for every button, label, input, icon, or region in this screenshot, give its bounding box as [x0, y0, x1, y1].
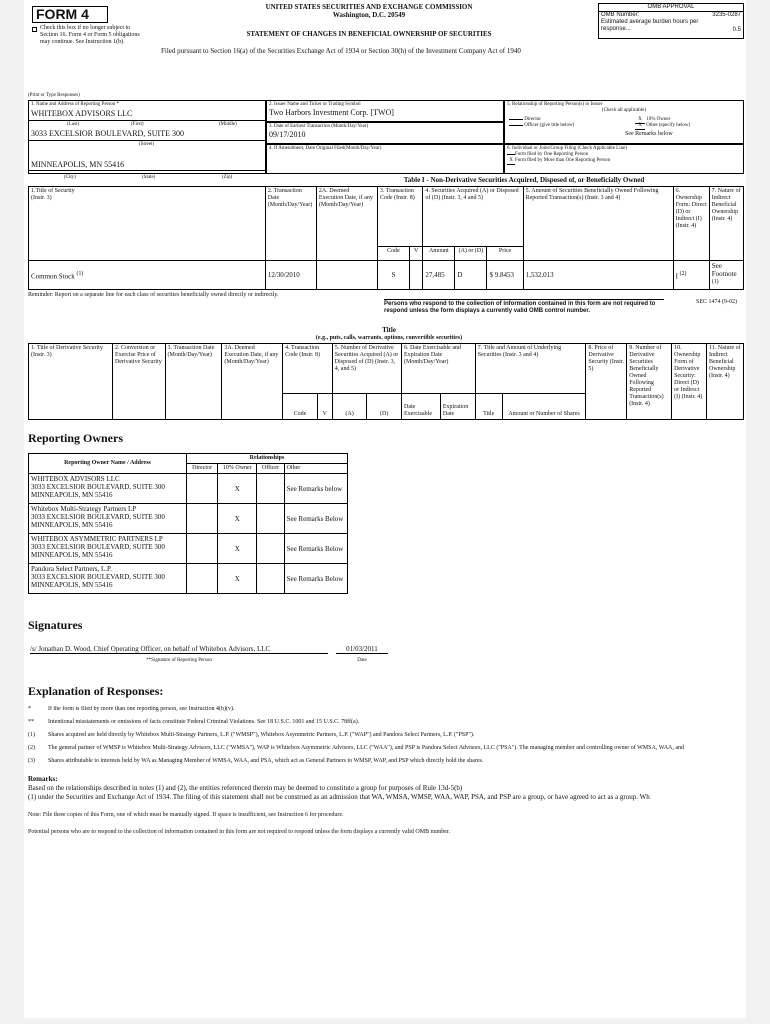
owner-10pct: X — [218, 504, 257, 534]
box3-label: 3. Date of Earliest Transaction (Month/Day/Year) — [269, 124, 369, 129]
t1-ad: (A) or (D) — [455, 247, 487, 261]
t2-h3: 3. Transaction Date (Month/Day/Year) — [165, 344, 222, 420]
owner-officer — [257, 474, 284, 504]
owner-row — [29, 504, 348, 534]
t1-row-ad: D — [455, 261, 487, 290]
t1-row-code: S — [377, 261, 409, 290]
owner-other: See Remarks Below — [284, 534, 347, 564]
burden-label: Estimated average burden hours per response... — [601, 19, 699, 32]
box5-remarks: See Remarks below — [625, 131, 673, 137]
omb-number-label: OMB Number: — [601, 12, 640, 18]
signatures-heading: Signatures — [28, 618, 83, 632]
box5-sub: (Check all applicable) — [601, 108, 647, 113]
owners-col-other: Other — [284, 464, 347, 474]
owners-relationships: Relationships — [186, 454, 347, 464]
owner-other: See Remarks Below — [284, 504, 347, 534]
t1-row-amount: 27,485 — [423, 261, 455, 290]
t2-h8: 8. Price of Derivative Security (Instr. 5) — [586, 344, 627, 420]
owners-col-owner: 10% Owner — [218, 464, 257, 474]
box4-sub: (Month/Day/Year) — [344, 146, 382, 151]
print-type: (Print or Type Responses) — [28, 93, 80, 98]
owner-address: Whitebox Multi-Strategy Partners LP 3033 EXCELSIOR BOULEVARD, SUITE 300 MINNEAPOLIS, MN 55416 — [29, 504, 187, 534]
explanation-item: (1) Shares acquired are held directly by Whitebox Multi-Strategy Partners, L.P. ("WMSP"), Whitebox Asymmetric Partners, L.P. ("WAP") and Pandora Select Partners, L.P. ("PSP"). — [28, 732, 475, 738]
t1-v: V — [409, 247, 422, 261]
more-persons-check[interactable]: X — [507, 158, 515, 165]
owner-10pct: X — [218, 534, 257, 564]
t2-h9: 9. Number of Derivative Securities Beneficially Owned Following Reported Transaction(s) (Instr. 4) — [627, 344, 672, 420]
agency-name: UNITED STATES SECURITIES AND EXCHANGE COMMISSION — [265, 3, 473, 11]
t1-h6: 6. Ownership Form: Direct (D) or Indirect (I) (Instr. 4) — [673, 187, 709, 261]
reminder: Reminder: Report on a separate line for each class of securities beneficially owned directly or indirectly. — [28, 292, 279, 298]
other-label: Other (specify below) — [646, 123, 691, 128]
owners-col-director: Director — [186, 464, 217, 474]
box4-label: 4. If Amendment, Date Original Filed — [269, 146, 345, 151]
t1-code: Code — [377, 247, 409, 261]
owner-officer — [257, 504, 284, 534]
owners-col-officer: Officer — [257, 464, 284, 474]
t2-h11: 11. Nature of Indirect Beneficial Ownership (Instr. 4) — [707, 344, 744, 420]
box1-footnote: * — [116, 102, 120, 107]
t1-h5: 5. Amount of Securities Beneficially Owned Following Reported Transaction(s) (Instr. 3 and 4) — [523, 187, 673, 261]
earliest-transaction-date: 09/17/2010 — [269, 130, 306, 139]
t1-row-deemed — [316, 261, 377, 290]
owner-row — [29, 564, 348, 594]
agency-city: Washington, D.C. 20549 — [332, 11, 406, 19]
owner-10pct: X — [218, 474, 257, 504]
t2-date-ex: Date Exercisable — [402, 394, 441, 420]
signature-label: **Signature of Reporting Person — [146, 658, 212, 663]
explanation-item: * If the form is filed by more than one reporting person, see Instruction 4(b)(v). — [28, 706, 235, 712]
owners-col-name: Reporting Owner Name / Address — [29, 454, 187, 474]
box1-label: 1. Name and Address of Reporting Person — [31, 102, 116, 107]
table2-subtitle: (e.g., puts, calls, warrants, options, convertible securities) — [315, 335, 463, 341]
one-person-check[interactable] — [507, 154, 515, 155]
last-label: (Last) — [67, 122, 79, 127]
street-label: (Street) — [139, 142, 154, 147]
one-person-label: Form filed by One Reporting Person — [515, 152, 589, 157]
filed-pursuant: Filed pursuant to Section 16(a) of the Securities Exchange Act of 1934 or Section 30(h) of the Investment Company Act of 1940 — [161, 47, 521, 55]
owner-check[interactable]: X — [635, 117, 645, 124]
t2-title: Title — [475, 394, 502, 420]
file-note: Note: File three copies of this Form, one of which must be manually signed. If space is insufficient, see Instruction 6 for procedure. — [28, 812, 344, 818]
t1-row-price: $ 9.8453 — [487, 261, 523, 290]
more-persons-label: Form filed by More than One Reporting Person — [515, 158, 611, 163]
issuer-name: Two Harbors Investment Corp. [TWO] — [269, 108, 394, 117]
omb-approval-box — [598, 3, 744, 39]
t2-h3a: 3A. Deemed Execution Date, if any (Month/Day/Year) — [222, 344, 283, 420]
t1-h7: 7. Nature of Indirect Beneficial Ownership (Instr. 4) — [709, 187, 743, 261]
omb-title: OMB APPROVAL — [599, 4, 743, 12]
t2-amount-shares: Amount or Number of Shares — [502, 394, 586, 420]
t1-h2a: 2A. Deemed Execution Date, if any (Month/Day/Year) — [316, 187, 377, 261]
box6-sub: (Check Applicable Line) — [577, 146, 627, 151]
owner-other: See Remarks below — [284, 474, 347, 504]
explanation-list — [28, 706, 744, 771]
box4 — [266, 144, 504, 174]
owner-director — [186, 504, 217, 534]
director-label: Director — [524, 117, 541, 122]
street-address: 3033 EXCELSIOR BOULEVARD, SUITE 300 — [31, 129, 184, 138]
box5 — [504, 100, 744, 144]
t2-code: Code — [283, 394, 318, 420]
signer: /s/ Jonathan D. Wood, Chief Operating Officer, on behalf of Whitebox Advisors, LLC — [30, 645, 328, 654]
form4-page — [24, 0, 746, 1018]
t2-a: (A) — [332, 394, 367, 420]
owner-address: WHITEBOX ADVISORS LLC 3033 EXCELSIOR BOULEVARD, SUITE 300 MINNEAPOLIS, MN 55416 — [29, 474, 187, 504]
t2-h5: 5. Number of Derivative Securities Acquired (A) or Disposed of (D) (Instr. 3, 4, and 5) — [332, 344, 401, 394]
t1-price: Price — [487, 247, 523, 261]
t2-h4: 4. Transaction Code (Instr. 8) — [283, 344, 333, 394]
middle-label: (Middle) — [219, 122, 237, 127]
owner-other: See Remarks Below — [284, 564, 347, 594]
omb-number-row — [599, 12, 743, 19]
owner-address: WHITEBOX ASYMMETRIC PARTNERS LP 3033 EXCELSIOR BOULEVARD, SUITE 300 MINNEAPOLIS, MN 55416 — [29, 534, 187, 564]
owners-heading: Reporting Owners — [28, 431, 123, 445]
t2-h1: 1. Title of Derivative Security (Instr. 3) — [29, 344, 113, 420]
owner-row — [29, 534, 348, 564]
owner-director — [186, 474, 217, 504]
explanation-item: (3) Shares attributable to interests held by WA as Managing Member of WMSA, WAA, and PSA, which act as General Partners to WMSP, WAP, and PSP which directly hold the shares. — [28, 758, 484, 764]
t1-h2: 2. Transaction Date (Month/Day/Year) — [265, 187, 316, 261]
owner-officer — [257, 564, 284, 594]
owner-officer — [257, 534, 284, 564]
remarks-line-1: Based on the relationships described in notes (1) and (2), the entities referenced therein may be deemed to constitute a group for purposes of Rule 13d-5(b) — [28, 784, 463, 792]
signature-date: 01/03/2011 — [336, 645, 388, 654]
statement-title: STATEMENT OF CHANGES IN BENEFICIAL OWNERSHIP OF SECURITIES — [246, 30, 492, 38]
box5-label: 5. Relationship of Reporting Person(s) to Issuer — [507, 102, 603, 107]
t1-row-title: Common Stock $^{(1)}$ — [29, 261, 266, 290]
owner-row — [29, 474, 348, 504]
box3 — [266, 122, 504, 144]
table2 — [28, 343, 744, 420]
t1-row-v — [409, 261, 422, 290]
reporting-person-name: WHITEBOX ADVISORS LLC — [31, 109, 133, 118]
box1 — [28, 100, 266, 174]
city-label: (City) — [64, 175, 76, 180]
t1-amount: Amount — [423, 247, 455, 261]
potential-persons: Potential persons who are to respond to the collection of information contained in this form are not required to respond unless the form displays a currently valid OMB number. — [28, 829, 451, 835]
box2-label: 2. Issuer Name and Ticker or Trading Symbol — [269, 102, 361, 107]
t2-v: V — [317, 394, 332, 420]
owner-director — [186, 534, 217, 564]
table1-row — [29, 261, 744, 290]
owner-10pct: X — [218, 564, 257, 594]
table2-title: Title — [382, 326, 396, 334]
omb-number: 3235-0287 — [712, 12, 741, 18]
t1-h4: 4. Securities Acquired (A) or Disposed of (D) (Instr. 3, 4 and 5) — [423, 187, 523, 247]
t1-row-form: I $^{(2)}$ — [673, 261, 709, 290]
box6-label: 6. Individual or Joint/Group Filing — [507, 146, 577, 151]
owner-director — [186, 564, 217, 594]
remarks-line-2: (1) under the Securities and Exchange Act of 1934. The filing of this statement shall not be construed as an admission that WA, WMSA, WMSP, WAA, WAP, PSA, and PSP are a group, or have agreed to act as a group. Wh — [28, 793, 650, 801]
remarks-heading: Remarks: — [28, 775, 58, 783]
officer-check[interactable] — [509, 125, 523, 126]
checkbox-note: Check this box if no longer subject to Section 16. Form 4 or Form 5 obligations may continue. See Instruction 1(b). — [40, 25, 140, 45]
t2-h2: 2. Conversion or Exercise Price of Derivative Security — [112, 344, 165, 420]
table1 — [28, 186, 744, 290]
explanation-item: ** Intentional misstatements or omissions of facts constitute Federal Criminal Violations. See 18 U.S.C. 1001 and 15 U.S.C. 78ff(a). — [28, 719, 360, 725]
explanation-item: (2) The general partner of WMSP is Whitebox Multi-Strategy Advisors, LLC ("WMSA"), WAP is Whitebox Asymmetric Advisors, LLC ("WAA"), and PSP is Pandora Select Advisors, LLC ("PSA"). The managing member and controlling owner of WMSA, WAA, and — [28, 745, 685, 751]
zip-label: (Zip) — [222, 175, 233, 180]
owner-address: Pandora Select Partners, L.P. 3033 EXCELSIOR BOULEVARD, SUITE 300 MINNEAPOLIS, MN 55416 — [29, 564, 187, 594]
t2-d: (D) — [367, 394, 402, 420]
box2 — [266, 100, 504, 122]
t1-row-date: 12/30/2010 — [265, 261, 316, 290]
owners-table — [28, 453, 348, 594]
box6 — [504, 144, 744, 174]
date-label: Date — [357, 658, 367, 663]
table1-title: Table I - Non-Derivative Securities Acquired, Disposed of, or Beneficially Owned — [403, 176, 645, 184]
t2-exp: Expiration Date — [440, 394, 475, 420]
state-label: (State) — [142, 175, 156, 180]
t2-h6: 6. Date Exercisable and Expiration Date (Month/Day/Year) — [402, 344, 476, 394]
t2-h10: 10. Ownership Form of Derivative Security: Direct (D) or Indirect (I) (Instr. 4) — [672, 344, 707, 420]
t1-h1: 1.Title of Security (Instr. 3) — [29, 187, 266, 261]
form-title: FORM 4 — [32, 6, 108, 23]
officer-label: Officer (give title below) — [524, 123, 575, 128]
director-check[interactable] — [509, 119, 523, 120]
section16-checkbox[interactable] — [32, 27, 37, 32]
t2-h7: 7. Title and Amount of Underlying Securities (Instr. 3 and 4) — [475, 344, 586, 394]
explanation-heading: Explanation of Responses: — [28, 684, 164, 698]
other-check[interactable]: X — [635, 123, 645, 130]
owner-label: 10% Owner — [646, 117, 671, 122]
t1-row-nature: See Footnote $^{(1)}$ — [709, 261, 743, 290]
t1-row-owned: 1,532,013 — [523, 261, 673, 290]
sec-code: SEC 1474 (9-02) — [696, 299, 737, 305]
t1-h3: 3. Transaction Code (Instr. 8) — [377, 187, 422, 247]
city-state-zip: MINNEAPOLIS, MN 55416 — [31, 160, 125, 169]
first-label: (First) — [131, 122, 144, 127]
burden-value: 0.5 — [732, 27, 741, 33]
persons-note: Persons who respond to the collection of information contained in this form are not required to respond unless the form displays a currently valid OMB control number. — [384, 299, 664, 315]
